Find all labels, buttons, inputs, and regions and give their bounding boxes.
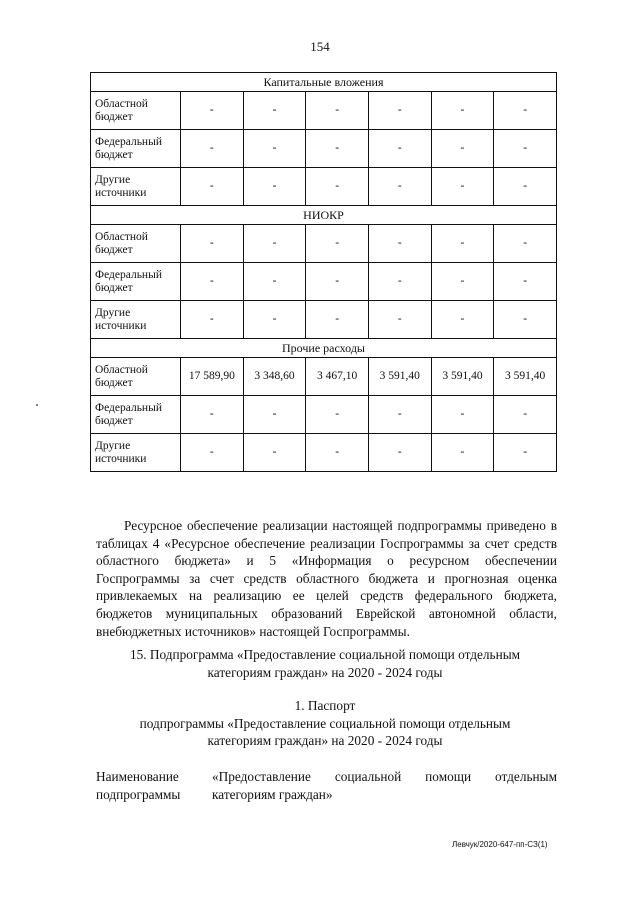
value-cell: - (181, 92, 244, 130)
value-cell: - (368, 92, 431, 130)
section-header-row (91, 73, 557, 92)
subprogram-heading (90, 646, 560, 681)
value-cell: - (243, 434, 306, 472)
value-cell: - (306, 301, 369, 339)
value-cell: - (494, 168, 557, 206)
value-cell: - (368, 434, 431, 472)
section-title: Капитальные вложения (91, 73, 557, 92)
page-number: 154 (310, 39, 330, 54)
value-cell: - (431, 434, 494, 472)
footer-document-code: Левчук/2020-647-пп-СЗ(1) (452, 840, 548, 849)
value-cell: - (368, 225, 431, 263)
value-cell: - (181, 434, 244, 472)
table-row (91, 263, 557, 301)
passport-heading-line2: подпрограммы «Предоставление социальной помощи отдельным (139, 715, 511, 731)
section-title: НИОКР (91, 206, 557, 225)
table-row (91, 396, 557, 434)
value-cell: - (494, 225, 557, 263)
value-cell: - (431, 168, 494, 206)
value-cell: - (494, 130, 557, 168)
value-cell: - (306, 225, 369, 263)
value-cell: - (243, 396, 306, 434)
value-cell: 17 589,90 (181, 358, 244, 396)
passport-heading (90, 697, 560, 750)
scan-speck (36, 404, 38, 406)
subprogram-heading-line2: категориям граждан» на 2020 - 2024 годы (207, 664, 443, 680)
table-row (91, 168, 557, 206)
row-label: Другие источники (91, 434, 181, 472)
table-row (91, 358, 557, 396)
table-row (91, 225, 557, 263)
value-cell: - (306, 434, 369, 472)
resource-paragraph (96, 517, 557, 640)
row-label: Федеральный бюджет (91, 396, 181, 434)
table-row (91, 130, 557, 168)
table-row (91, 301, 557, 339)
value-cell: - (431, 130, 494, 168)
value-cell: - (494, 263, 557, 301)
value-cell: - (368, 263, 431, 301)
value-cell: - (494, 396, 557, 434)
budget-table-body (91, 73, 557, 472)
table-row (91, 92, 557, 130)
value-cell: - (368, 396, 431, 434)
value-cell: - (181, 225, 244, 263)
value-cell: - (494, 92, 557, 130)
section-title: Прочие расходы (91, 339, 557, 358)
value-cell: - (306, 130, 369, 168)
value-cell: - (181, 396, 244, 434)
row-label: Областной бюджет (91, 358, 181, 396)
budget-table (90, 72, 557, 472)
subprogram-heading-line1: 15. Подпрограмма «Предоставление социальной помощи отдельным (129, 647, 521, 662)
value-cell: - (306, 396, 369, 434)
value-cell: - (243, 263, 306, 301)
value-cell: - (181, 301, 244, 339)
value-cell: - (181, 168, 244, 206)
value-cell: - (306, 92, 369, 130)
row-label: Федеральный бюджет (91, 130, 181, 168)
resource-paragraph-text: Ресурсное обеспечение реализации настоящей подпрограммы приведено в таблицах 4 «Ресурсное обеспечение реализации Госпрограммы за счет средств областного бюджета» и 5 «Информация о ресурсном обеспечении Госпрограммы за счет средств областного бюджета и прогнозная оценка привлекаемых на реализацию ее целей средств федерального бюджета, бюджетов муниципальных образований Еврейской автономной области, внебюджетных источников» настоящей Госпрограммы. (96, 518, 557, 639)
value-cell: - (243, 301, 306, 339)
value-cell: 3 591,40 (431, 358, 494, 396)
value-cell: - (431, 263, 494, 301)
value-cell: 3 348,60 (243, 358, 306, 396)
section-header-row (91, 206, 557, 225)
table-row (91, 434, 557, 472)
value-cell: - (431, 92, 494, 130)
value-cell: - (368, 301, 431, 339)
value-cell: - (431, 301, 494, 339)
value-cell: - (306, 263, 369, 301)
section-header-row (91, 339, 557, 358)
passport-heading-line1: 1. Паспорт (294, 698, 356, 713)
value-cell: - (368, 168, 431, 206)
row-label: Областной бюджет (91, 225, 181, 263)
value-cell: 3 591,40 (368, 358, 431, 396)
name-row-value: «Предоставление социальной помощи отдельным категориям граждан» (212, 769, 557, 802)
row-label: Другие источники (91, 168, 181, 206)
value-cell: - (243, 130, 306, 168)
row-label: Федеральный бюджет (91, 263, 181, 301)
value-cell: 3 591,40 (494, 358, 557, 396)
value-cell: - (494, 434, 557, 472)
value-cell: - (243, 92, 306, 130)
value-cell: - (181, 263, 244, 301)
passport-heading-line3: категориям граждан» на 2020 - 2024 годы (207, 733, 443, 749)
value-cell: 3 467,10 (306, 358, 369, 396)
value-cell: - (181, 130, 244, 168)
value-cell: - (494, 301, 557, 339)
row-label: Областной бюджет (91, 92, 181, 130)
row-label: Другие источники (91, 301, 181, 339)
value-cell: - (368, 130, 431, 168)
value-cell: - (431, 225, 494, 263)
name-row-label: Наименование подпрограммы (96, 769, 181, 802)
value-cell: - (243, 168, 306, 206)
value-cell: - (431, 396, 494, 434)
value-cell: - (306, 168, 369, 206)
value-cell: - (243, 225, 306, 263)
